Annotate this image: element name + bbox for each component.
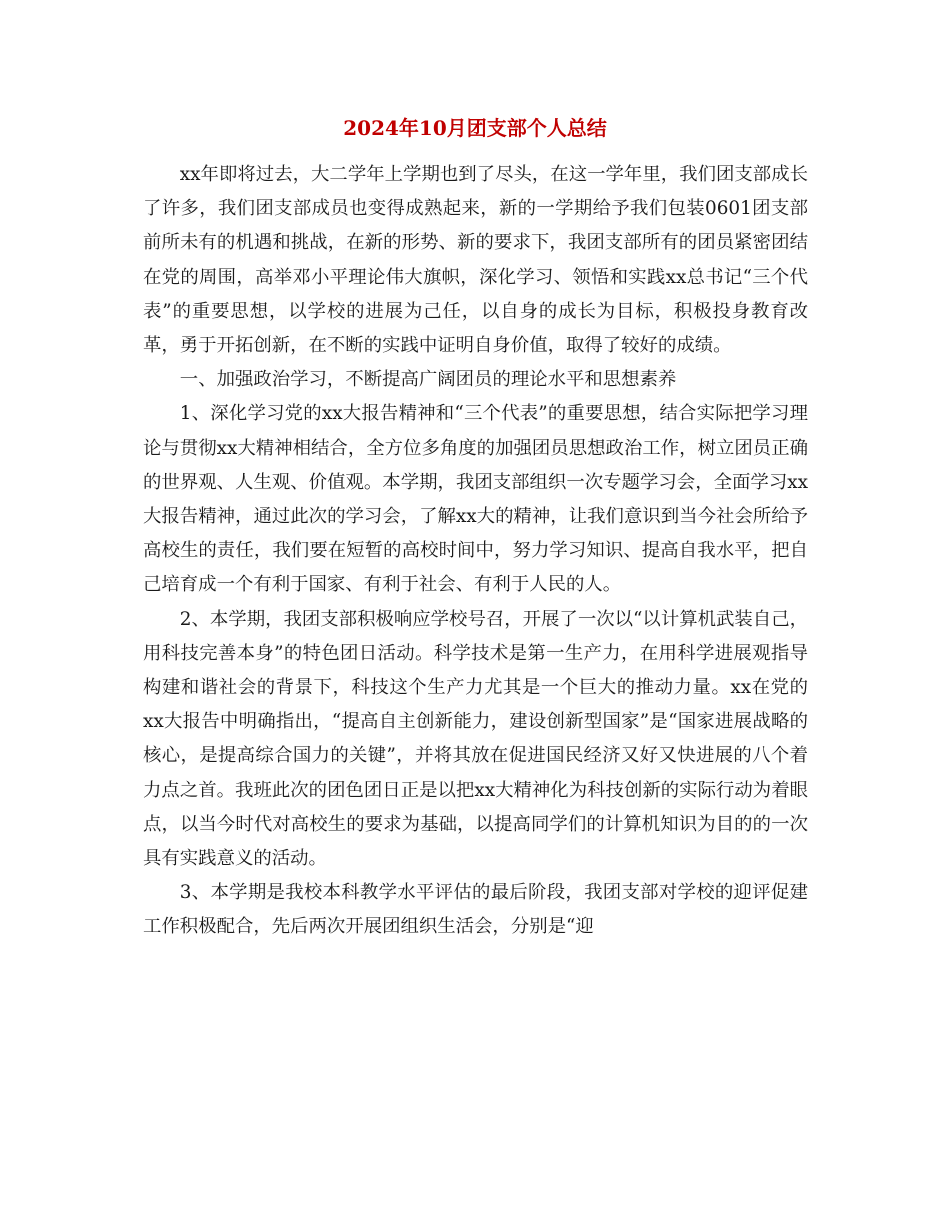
section-heading: 一、加强政治学习，不断提高广阔团员的理论水平和思想素养 xyxy=(179,369,677,391)
paragraph-intro: xx年即将过去，大二学年上学期也到了尽头，在这一学年里，我们团支部成长了许多，我们团支部成员也变得成熟起来，新的一学期给予我们包装0601团支部前所未有的机遇和挑战，在新的形势、新的要求下，我团支部所有的团员紧密团结在党的周围，高举邓小平理论伟大旗帜，深化学习、领悟和实践xx总书记“三个代表”的重要思想，以学校的进展为己任，以自身的成长为目标，积极投身教育改革，勇于开拓创新，在不断的实践中证明自身价值，取得了较好的成绩。 xyxy=(143,164,808,357)
document-title: 2024年10月团支部个人总结 xyxy=(343,116,607,140)
paragraph-item-1: 1、深化学习党的xx大报告精神和“三个代表”的重要思想，结合实际把学习理论与贯彻xx大精神相结合，全方位多角度的加强团员思想政治工作，树立团员正确的世界观、人生观、价值观。本学期，我团支部组织一次专题学习会，全面学习xx大报告精神，通过此次的学习会，了解xx大的精神，让我们意识到当今社会所给予高校生的责任，我们要在短暂的高校时间中，努力学习知识、提高自我水平，把自己培育成一个有利于国家、有利于社会、有利于人民的人。 xyxy=(143,403,808,596)
paragraph-item-2: 2、本学期，我团支部积极响应学校号召，开展了一次以“以计算机武装自己，用科技完善本身”的特色团日活动。科学技术是第一生产力，在用科学进展观指导构建和谐社会的背景下，科技这个生产力尤其是一个巨大的推动力量。xx在党的xx大报告中明确指出，“提高自主创新能力，建设创新型国家”是“国家进展战略的核心，是提高综合国力的关键”，并将其放在促进国民经济又好又快进展的八个着力点之首。我班此次的团色团日正是以把xx大精神化为科技创新的实际行动为着眼点，以当今时代对高校生的要求为基础，以提高同学们的计算机知识为目的的一次具有实践意义的活动。 xyxy=(143,608,808,870)
paragraph-item-3: 3、本学期是我校本科教学水平评估的最后阶段，我团支部对学校的迎评促建工作积极配合，先后两次开展团组织生活会，分别是“迎 xyxy=(143,882,808,938)
document-body xyxy=(143,158,808,945)
